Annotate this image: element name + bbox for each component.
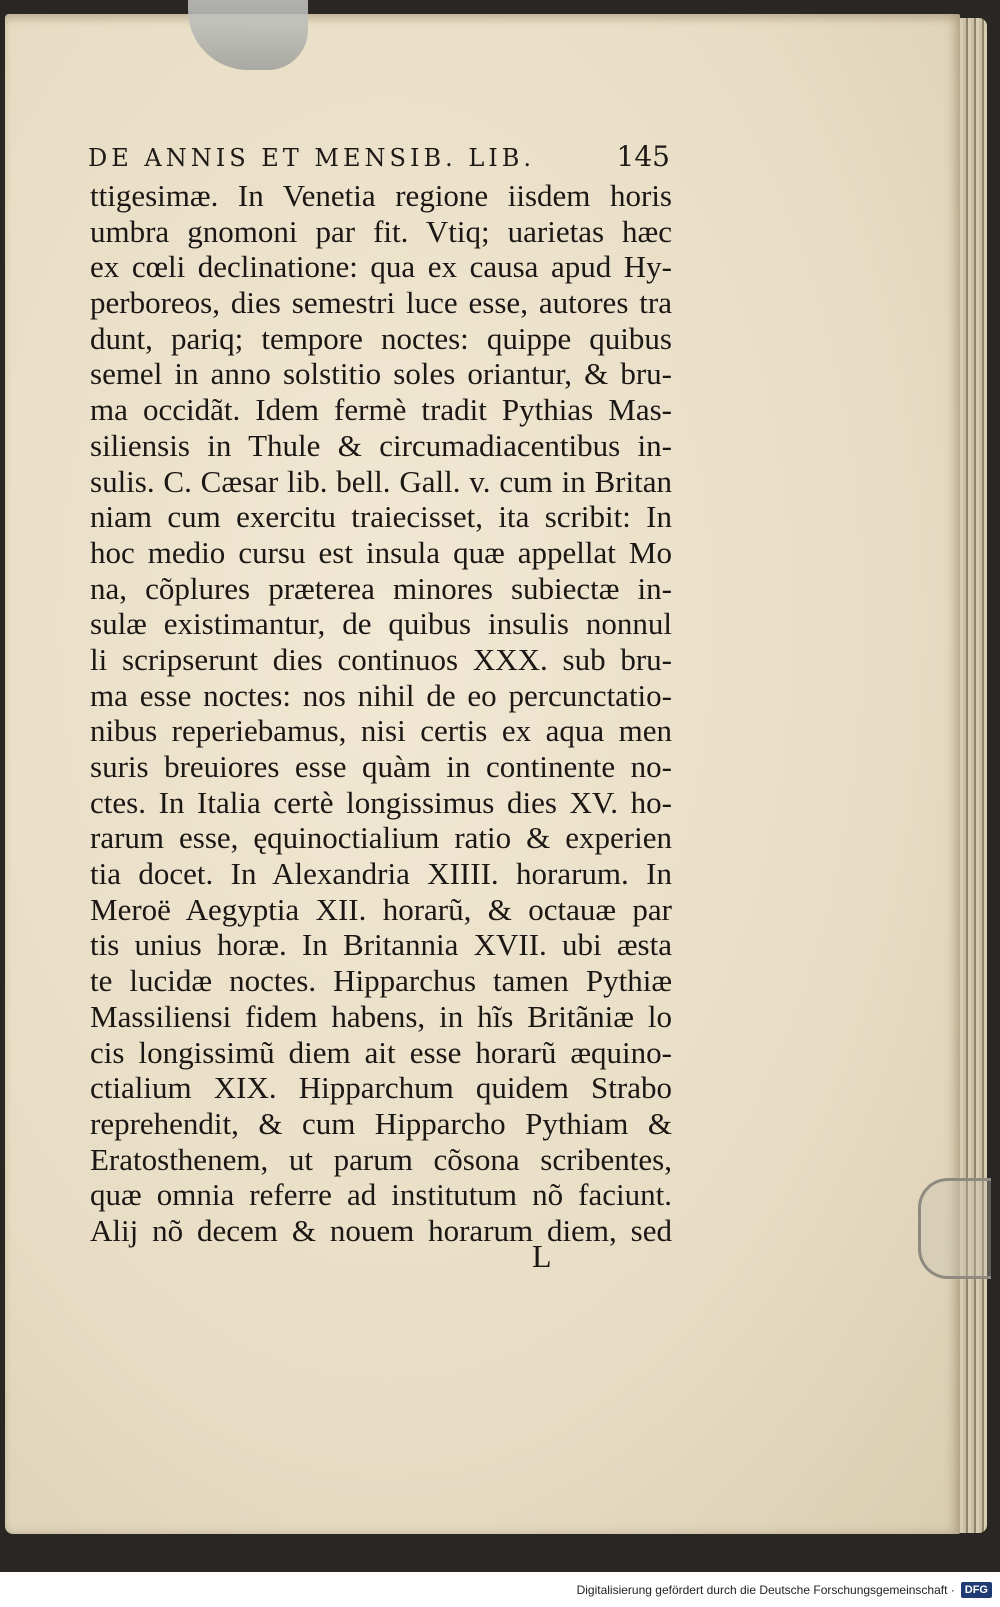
- text-line: na, cõplures præterea minores subiectæ in-: [90, 570, 672, 606]
- text-line: tis unius horæ. In Britannia XVII. ubi æsta: [90, 927, 672, 963]
- text-line: Alij nõ decem & nouem horarum diem, sed: [90, 1212, 672, 1248]
- text-line: umbra gnomoni par fit. Vtiq; uarietas hæc: [90, 213, 672, 249]
- text-line: suris breuiores esse quàm in continente no-: [90, 749, 672, 784]
- text-line: quæ omnia referre ad institutum nõ faciunt.: [90, 1177, 672, 1213]
- text-line: nibus reperiebamus, nisi certis ex aqua men: [90, 713, 672, 749]
- text-line: Meroë Aegyptia XII. horarũ, & octauæ par: [90, 891, 672, 927]
- text-line: ttigesimæ. In Venetia regione iisdem horis: [90, 178, 672, 213]
- text-line: sulæ existimantur, de quibus insulis nonnul: [90, 606, 672, 642]
- text-line: li scripserunt dies continuos XXX. sub bru-: [90, 641, 672, 677]
- text-line: rarum esse, ęquinoctialium ratio & experien: [90, 820, 672, 856]
- dfg-logo: DFG: [961, 1582, 992, 1598]
- text-line: ma occidãt. Idem fermè tradit Pythias Mas-: [90, 392, 672, 428]
- text-line: Eratosthenem, ut parum cõsona scribentes,: [90, 1141, 672, 1177]
- text-line: reprehendit, & cum Hipparcho Pythiam &: [90, 1105, 672, 1141]
- page-number: 145: [616, 140, 670, 173]
- text-line: ctes. In Italia certè longissimus dies XV. ho-: [90, 784, 672, 820]
- text-line: perboreos, dies semestri luce esse, autores tra: [90, 285, 672, 321]
- text-line: niam cum exercitu traiecisset, ita scribit: In: [90, 499, 672, 535]
- running-head: [88, 140, 670, 173]
- footer-credit: Digitalisierung gefördert durch die Deutsche Forschungsgemeinschaft ·: [576, 1582, 955, 1597]
- text-line: sulis. C. Cæsar lib. bell. Gall. v. cum in Britan: [90, 463, 672, 499]
- text-line: siliensis in Thule & circumadiacentibus in-: [90, 427, 672, 463]
- text-line: semel in anno solstitio soles oriantur, & bru-: [90, 356, 672, 392]
- text-line: ctialium XIX. Hipparchum quidem Strabo: [90, 1070, 672, 1106]
- text-line: ma esse noctes: nos nihil de eo percunctatio-: [90, 677, 672, 713]
- text-line: hoc medio cursu est insula quæ appellat Mo: [90, 534, 672, 570]
- text-line: te lucidæ noctes. Hipparchus tamen Pythiæ: [90, 963, 672, 999]
- body-text: [90, 178, 672, 1249]
- text-line: Massiliensi fidem habens, in hĩs Britãniæ lo: [90, 998, 672, 1034]
- text-line: cis longissimũ diem ait esse horarũ æquino-: [90, 1034, 672, 1070]
- signature-mark: L: [532, 1238, 552, 1274]
- running-title: DE ANNIS ET MENSIB. LIB.: [88, 144, 536, 172]
- text-line: tia docet. In Alexandria XIIII. horarum. In: [90, 856, 672, 892]
- book-clip-right: [918, 1178, 991, 1279]
- text-line: dunt, pariq; tempore noctes: quippe quibus: [90, 320, 672, 356]
- footer-bar: [0, 1572, 1000, 1607]
- text-line: ex cœli declinatione: qua ex causa apud Hy-: [90, 249, 672, 285]
